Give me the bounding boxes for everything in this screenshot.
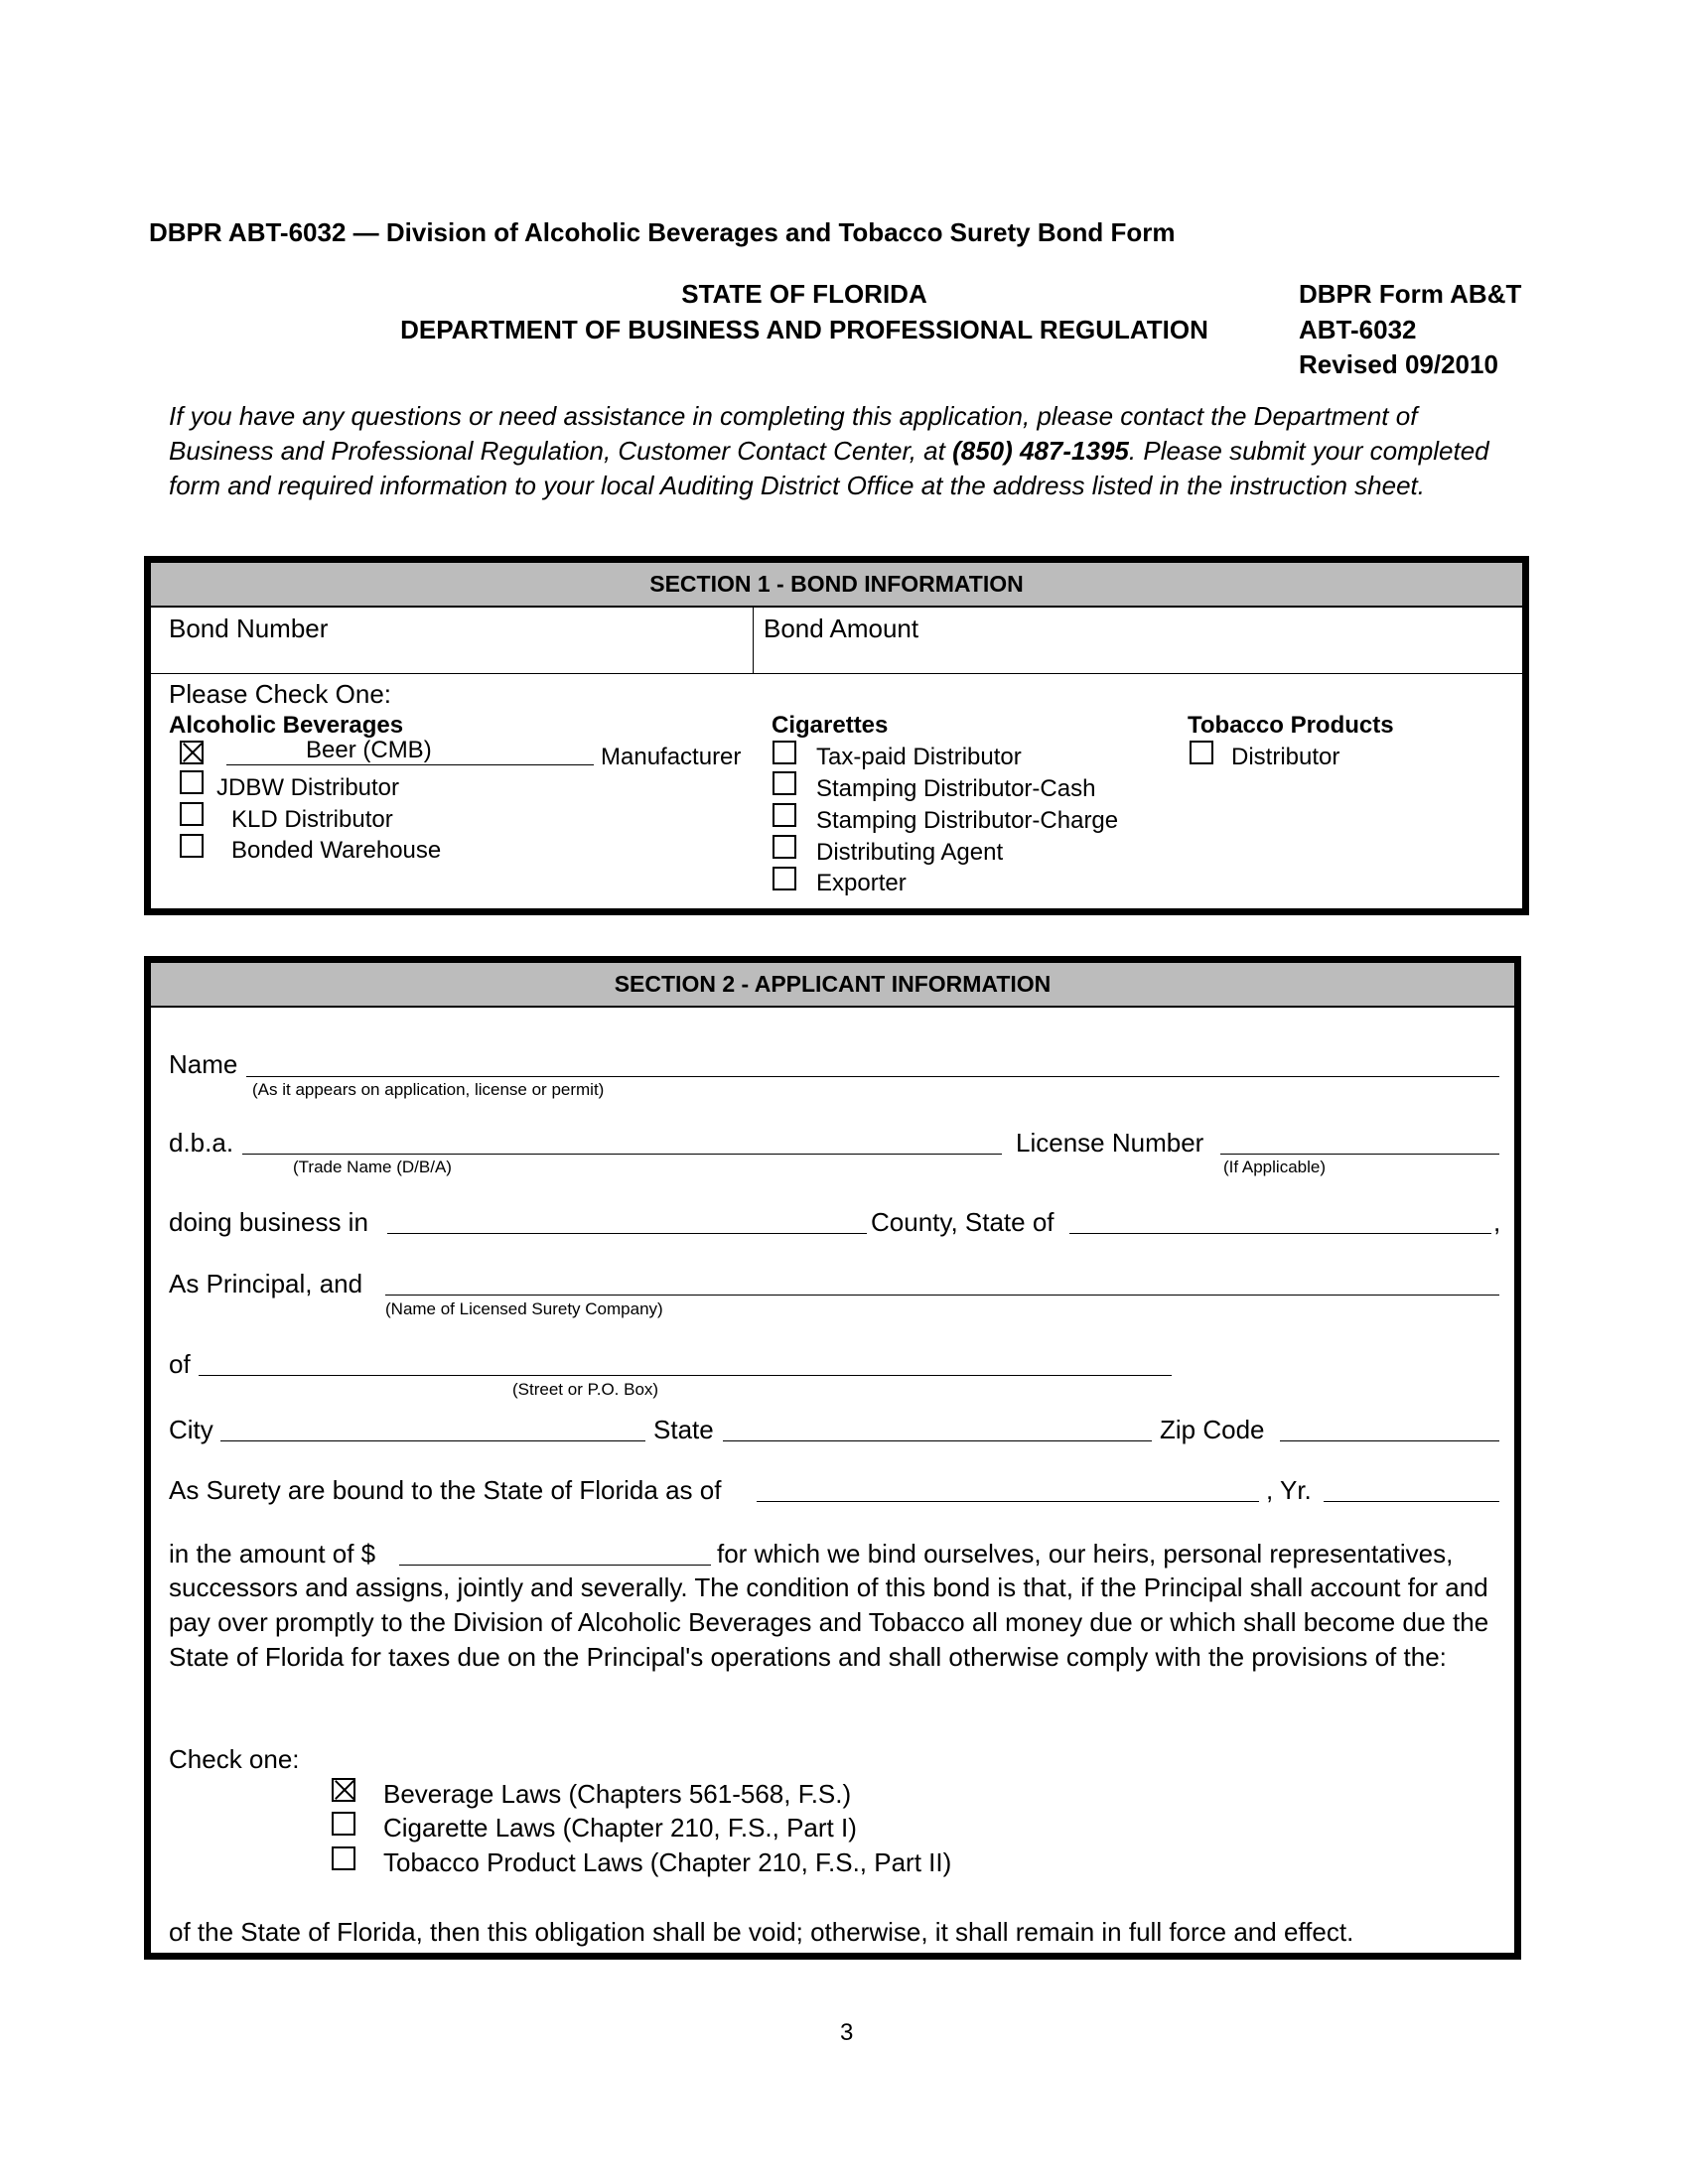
jdbw-distributor-checkbox[interactable] xyxy=(180,770,204,794)
form-number: ABT-6032 xyxy=(1299,315,1417,344)
amount-label: in the amount of $ xyxy=(169,1539,376,1569)
city-field[interactable] xyxy=(220,1440,645,1441)
dba-hint: (Trade Name (D/B/A) xyxy=(293,1158,452,1176)
check-one-label: Please Check One: xyxy=(169,679,392,709)
page-number: 3 xyxy=(840,2019,854,2046)
license-number-field[interactable] xyxy=(1220,1154,1499,1155)
document-title: DBPR ABT-6032 — Division of Alcoholic Beverages and Tobacco Surety Bond Form xyxy=(149,217,1176,247)
tobacco-distributor-checkbox[interactable] xyxy=(1190,741,1213,764)
department-heading: DEPARTMENT OF BUSINESS AND PROFESSIONAL REGULATION xyxy=(400,315,1208,344)
zip-code-field[interactable] xyxy=(1280,1440,1499,1441)
beverage-laws-label: Beverage Laws (Chapters 561-568, F.S.) xyxy=(383,1779,852,1809)
county-state-label: County, State of xyxy=(871,1207,1055,1237)
stamping-distributor-cash-label: Stamping Distributor-Cash xyxy=(816,775,1096,802)
state-label: State xyxy=(653,1415,714,1444)
surety-bound-label: As Surety are bound to the State of Florida as of xyxy=(169,1475,722,1505)
manufacturer-type-value: Beer (CMB) xyxy=(306,737,432,763)
license-number-label: License Number xyxy=(1016,1128,1204,1158)
county-field[interactable] xyxy=(387,1233,867,1234)
principal-label: As Principal, and xyxy=(169,1269,363,1298)
amount-field[interactable] xyxy=(399,1565,711,1566)
intro-text-start: If you have any questions or need assistance in completing this application, please contact the Department of Business and Professional Regulation, Customer Contact Center, at xyxy=(169,401,1418,466)
cigarette-laws-checkbox[interactable] xyxy=(332,1812,355,1836)
comma: , xyxy=(1493,1207,1501,1237)
of-label: of xyxy=(169,1349,191,1379)
surety-company-field[interactable] xyxy=(385,1295,1499,1296)
divider xyxy=(753,607,754,674)
manufacturer-label: Manufacturer xyxy=(601,744,742,770)
contact-phone: (850) 487-1395 xyxy=(952,436,1129,466)
closing-statement: of the State of Florida, then this obligation shall be void; otherwise, it shall remain in full force and effect. xyxy=(169,1917,1354,1947)
intro-text xyxy=(169,399,1519,503)
city-label: City xyxy=(169,1415,213,1444)
street-hint: (Street or P.O. Box) xyxy=(512,1380,659,1399)
state-field[interactable] xyxy=(723,1440,1152,1441)
state-of-field[interactable] xyxy=(1069,1233,1491,1234)
bound-date-field[interactable] xyxy=(757,1501,1259,1502)
dba-field[interactable] xyxy=(242,1154,1002,1155)
intro-text-end: . Please submit your completed form and required information to your local Auditing District Office at the address listed in the instruction sheet. xyxy=(169,436,1489,500)
cigarettes-heading: Cigarettes xyxy=(772,712,889,739)
kld-distributor-checkbox[interactable] xyxy=(180,802,204,826)
laws-check-one-label: Check one: xyxy=(169,1744,300,1774)
jdbw-distributor-label: JDBW Distributor xyxy=(216,774,400,801)
doing-business-label: doing business in xyxy=(169,1207,368,1237)
stamping-distributor-cash-checkbox[interactable] xyxy=(773,771,796,795)
year-field[interactable] xyxy=(1324,1501,1499,1502)
bond-amount-label: Bond Amount xyxy=(764,614,919,643)
street-field[interactable] xyxy=(199,1375,1172,1376)
kld-distributor-label: KLD Distributor xyxy=(231,806,393,833)
zip-code-label: Zip Code xyxy=(1160,1415,1265,1444)
manufacturer-checkbox[interactable] xyxy=(180,741,204,764)
bonded-warehouse-checkbox[interactable] xyxy=(180,834,204,858)
distributing-agent-checkbox[interactable] xyxy=(773,835,796,859)
name-hint: (As it appears on application, license or permit) xyxy=(252,1080,605,1099)
tax-paid-distributor-checkbox[interactable] xyxy=(773,741,796,764)
tobacco-product-laws-checkbox[interactable] xyxy=(332,1846,355,1870)
bond-number-label: Bond Number xyxy=(169,614,329,643)
section-2-heading: SECTION 2 - APPLICANT INFORMATION xyxy=(151,963,1514,1008)
amount-text-first-line: for which we bind ourselves, our heirs, personal representatives, xyxy=(717,1539,1454,1569)
tax-paid-distributor-label: Tax-paid Distributor xyxy=(816,744,1022,770)
divider xyxy=(151,673,1522,674)
form-name: DBPR Form AB&T xyxy=(1299,279,1522,309)
tobacco-distributor-label: Distributor xyxy=(1231,744,1340,770)
tobacco-products-heading: Tobacco Products xyxy=(1188,712,1394,739)
cigarette-laws-label: Cigarette Laws (Chapter 210, F.S., Part I) xyxy=(383,1813,857,1843)
stamping-distributor-charge-label: Stamping Distributor-Charge xyxy=(816,807,1119,834)
alcoholic-beverages-heading: Alcoholic Beverages xyxy=(169,712,404,739)
stamping-distributor-charge-checkbox[interactable] xyxy=(773,803,796,827)
manufacturer-type-line xyxy=(226,764,594,765)
bonded-warehouse-label: Bonded Warehouse xyxy=(231,837,442,864)
section-1-heading: SECTION 1 - BOND INFORMATION xyxy=(151,563,1522,608)
tobacco-product-laws-label: Tobacco Product Laws (Chapter 210, F.S., Part II) xyxy=(383,1847,952,1877)
surety-company-hint: (Name of Licensed Surety Company) xyxy=(385,1299,663,1318)
dba-label: d.b.a. xyxy=(169,1128,234,1158)
exporter-label: Exporter xyxy=(816,870,907,896)
distributing-agent-label: Distributing Agent xyxy=(816,839,1004,866)
bond-condition-text: successors and assigns, jointly and severally. The condition of this bond is that, if the Principal shall account for and pay over promptly to the Division of Alcoholic Beverages and Tobacco all money due or which shall become due the State of Florida for taxes due on the Principal's operations and shall otherwise comply with the provisions of the: xyxy=(169,1572,1489,1672)
form-revision: Revised 09/2010 xyxy=(1299,349,1498,379)
name-label: Name xyxy=(169,1049,238,1079)
state-heading: STATE OF FLORIDA xyxy=(681,279,927,309)
year-label: , Yr. xyxy=(1266,1475,1312,1505)
name-field[interactable] xyxy=(246,1076,1499,1077)
exporter-checkbox[interactable] xyxy=(773,867,796,890)
license-number-hint: (If Applicable) xyxy=(1223,1158,1326,1176)
beverage-laws-checkbox[interactable] xyxy=(332,1778,355,1802)
